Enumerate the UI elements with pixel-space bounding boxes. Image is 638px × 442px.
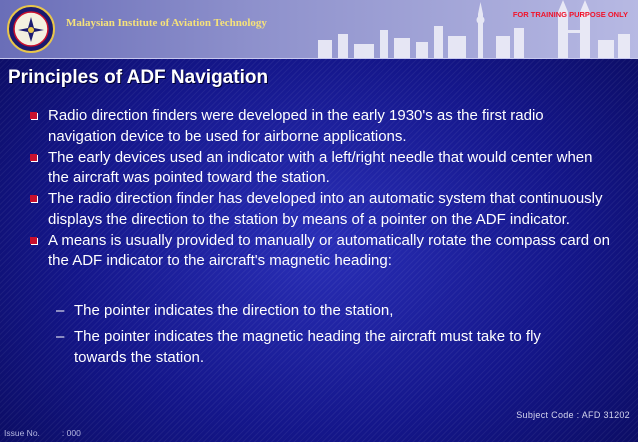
sub-bullet-text: The pointer indicates the magnetic heading the aircraft must take to fly towards the station. (74, 328, 541, 366)
issue-value: : 000 (61, 428, 81, 438)
square-bullet-icon (30, 237, 37, 244)
list-item (30, 231, 615, 272)
bullet-text: The radio direction finder has developed into an automatic system that continuously displays the direction to the station by means of a pointer on the ADF indicator. (48, 190, 603, 228)
bullet-text: A means is usually provided to manually or automatically rotate the compass card on the ADF indicator to the aircraft's magnetic heading: (48, 231, 610, 269)
list-item (30, 148, 615, 189)
square-bullet-icon (30, 195, 37, 202)
city-skyline-graphic (308, 0, 638, 58)
bullet-list (30, 106, 615, 272)
list-item (30, 106, 615, 147)
institute-name: Malaysian Institute of Aviation Technology (66, 17, 267, 29)
dash-bullet-icon: – (56, 302, 65, 319)
subject-code: Subject Code : AFD 31202 (516, 410, 630, 420)
header-banner (0, 0, 638, 58)
institute-crest-icon (6, 2, 56, 56)
list-item (56, 300, 596, 321)
slide-title: Principles of ADF Navigation (8, 67, 269, 88)
list-item (30, 189, 615, 230)
training-purpose-notice: FOR TRAINING PURPOSE ONLY (512, 10, 628, 19)
sub-bullet-list (56, 300, 596, 373)
bullet-text: Radio direction finders were developed in the early 1930's as the first radio navigation device to be used for airborne applications. (48, 107, 544, 145)
dash-bullet-icon: – (56, 328, 65, 345)
list-item (56, 326, 596, 368)
issue-number (4, 428, 81, 438)
issue-label: Issue No. (4, 428, 40, 438)
square-bullet-icon (30, 112, 37, 119)
bullet-text: The early devices used an indicator with a left/right needle that would center when the aircraft was pointed toward the station. (48, 148, 593, 186)
square-bullet-icon (30, 154, 37, 161)
sub-bullet-text: The pointer indicates the direction to the station, (74, 302, 394, 319)
